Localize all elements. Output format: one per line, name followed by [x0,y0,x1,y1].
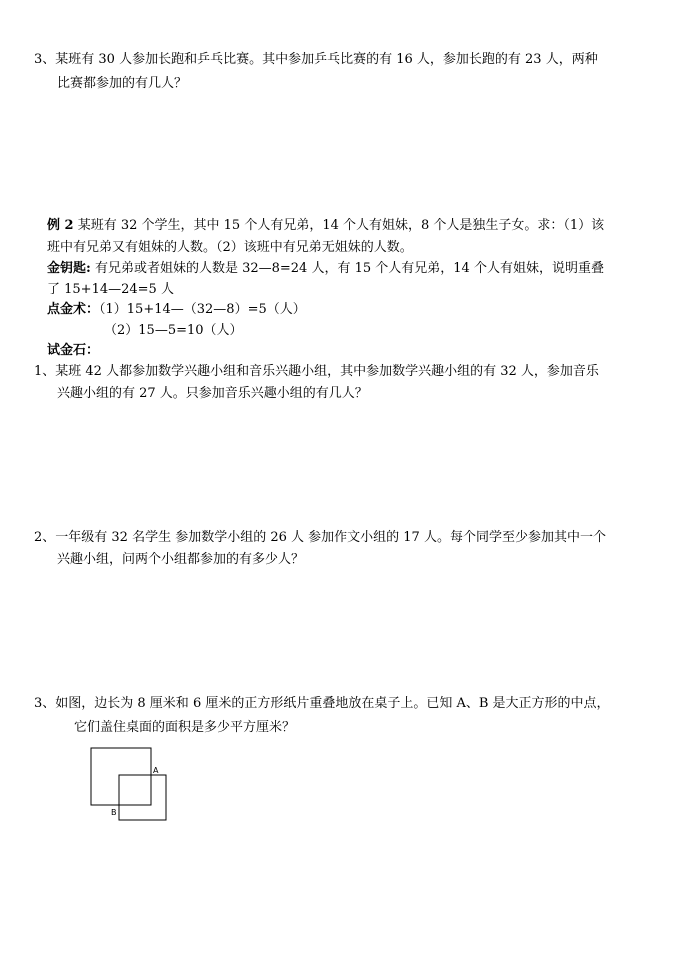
q3-line-1: 3、如图，边长为 8 厘米和 6 厘米的正方形纸片重叠地放在桌子上。已知 A、B 是大正方形的中点， [34,696,610,711]
trial-label: 试金石： [47,343,100,358]
example-label: 例 2 [47,218,74,233]
q3-line-2: 它们盖住桌面的面积是多少平方厘米？ [74,720,296,735]
small-square [119,775,166,820]
example-text-1: 某班有 32 个学生，其中 15 个人有兄弟，14 个人有姐妹，8 个人是独生子女。求：（1）该 [73,218,605,233]
q2-line-2: 兴趣小组，问两个小组都参加的有多少人？ [57,552,305,567]
q1-line-1: 1、某班 42 人都参加数学兴趣小组和音乐兴趣小组，其中参加数学兴趣小组的有 32 人，参加音乐 [34,364,599,379]
key-line-1 [47,259,604,279]
tips-line-1 [47,300,306,320]
example-line-1 [47,216,604,236]
tips-label: 点金术： [47,302,100,317]
large-square [91,748,151,805]
label-b: B [111,808,117,817]
key-text-1: 有兄弟或者姐妹的人数是 32—8=24 人，有 15 个人有兄弟，14 个人有姐妹，说明重叠 [90,261,604,276]
example-line-2: 班中有兄弟又有姐妹的人数。（2）该班中有兄弟无姐妹的人数。 [47,240,413,255]
key-line-2: 了 15+14—24=5 人 [47,282,174,297]
q1-line-2: 兴趣小组的有 27 人。只参加音乐兴趣小组的有几人？ [57,386,368,401]
tips-text-1: （1）15+14—（32—8）=5（人） [99,302,306,317]
tips-line-2: （2）15—5=10（人） [104,323,243,338]
label-a: A [153,766,159,775]
problem-3-line-2: 比赛都参加的有几人？ [57,76,188,91]
q2-line-1: 2、一年级有 32 名学生 参加数学小组的 26 人 参加作文小组的 17 人。每个同学至少参加其中一个 [34,530,606,545]
key-label: 金钥匙: [47,261,91,276]
overlapping-squares-figure [85,745,175,825]
problem-3-line-1: 3、某班有 30 人参加长跑和乒乓比赛。其中参加乒乓比赛的有 16 人，参加长跑的有 23 人，两种 [34,52,598,67]
